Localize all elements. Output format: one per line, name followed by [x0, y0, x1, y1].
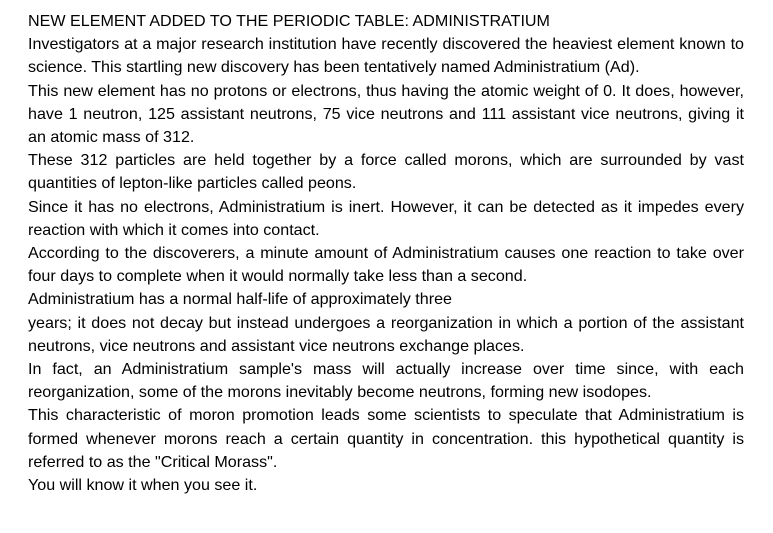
paragraph-reaction-time: According to the discoverers, a minute amount of Administratium causes one reaction to take over four days to complete when it would normally take less than a second. — [28, 244, 744, 286]
document-title: NEW ELEMENT ADDED TO THE PERIODIC TABLE: ADMINISTRATIUM — [28, 12, 550, 30]
document-body — [28, 10, 744, 497]
paragraph-reorganization: years; it does not decay but instead undergoes a reorganization in which a portion of the assistant neutrons, vice neutrons and assistant vice neutrons exchange places. — [28, 313, 744, 355]
paragraph-half-life: Administratium has a normal half-life of approximately three — [28, 290, 452, 309]
paragraph-critical-morass: This characteristic of moron promotion leads some scientists to speculate that Administratium is formed whenever morons reach a certain quantity in concentration. this hypothetical quantity is referred to as the "Critical Morass". — [28, 406, 744, 471]
paragraph-morons: These 312 particles are held together by a force called morons, which are surrounded by vast quantities of lepton-like particles called peons. — [28, 151, 744, 193]
paragraph-inert: Since it has no electrons, Administratium is inert. However, it can be detected as it impedes every reaction with which it comes into contact. — [28, 197, 744, 239]
paragraph-closing: You will know it when you see it. — [28, 476, 258, 495]
paragraph-mass-increase: In fact, an Administratium sample's mass will actually increase over time since, with each reorganization, some of the morons inevitably become neutrons, forming new isodopes. — [28, 360, 744, 402]
paragraph-discovery: Investigators at a major research institution have recently discovered the heaviest element known to science. This startling new discovery has been tentatively named Administratium (Ad). — [28, 35, 744, 77]
paragraph-atomic-weight: This new element has no protons or electrons, thus having the atomic weight of 0. It does, however, have 1 neutron, 125 assistant neutrons, 75 vice neutrons and 111 assistant vice neutrons, giving it an atomic mass of 312. — [28, 81, 744, 147]
